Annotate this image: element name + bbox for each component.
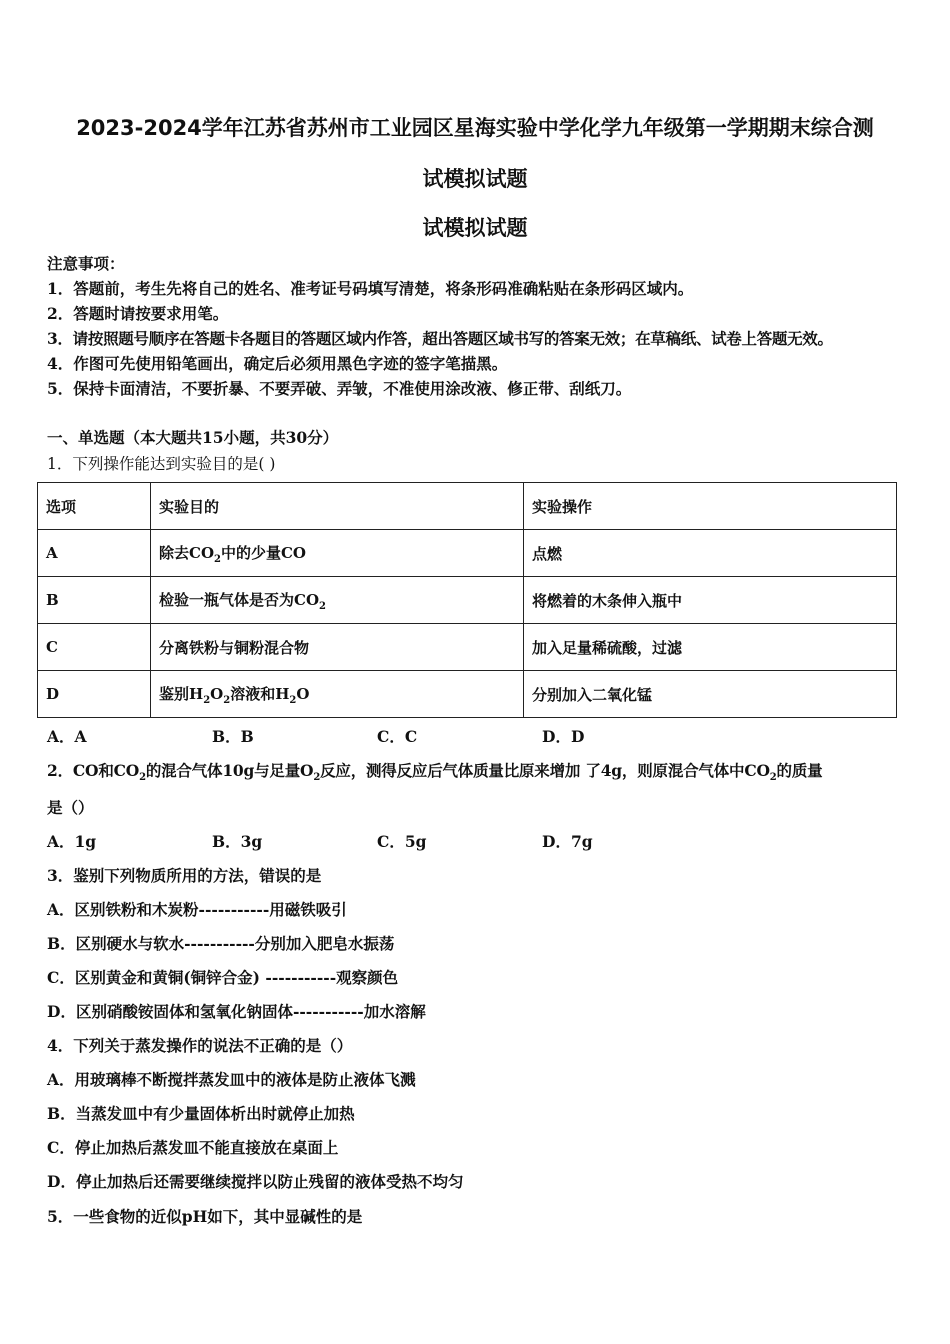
question-1-table xyxy=(37,482,897,718)
question-1-option-a: A．A xyxy=(47,727,87,746)
table-row xyxy=(38,577,897,624)
notice-item: 1．答题前，考生先将自己的姓名、准考证号码填写清楚，将条形码准确粘贴在条形码区域内。 xyxy=(47,279,694,298)
table-row xyxy=(38,624,897,671)
row-key: B xyxy=(38,577,151,624)
question-3-stem: 3．鉴别下列物质所用的方法，错误的是 xyxy=(47,866,322,885)
document-title-line2: 试模拟试题 xyxy=(422,167,528,191)
row-purpose: 分离铁粉与铜粉混合物 xyxy=(151,624,524,671)
question-4-option: C．停止加热后蒸发皿不能直接放在桌面上 xyxy=(47,1138,339,1157)
document-title-line3: 试模拟试题 xyxy=(422,216,528,240)
question-1-option-b: B．B xyxy=(212,727,254,746)
question-2-option-b: B．3g xyxy=(212,832,263,851)
notice-item: 2．答题时请按要求用笔。 xyxy=(47,304,229,323)
row-purpose: 鉴别$H_2O_2$溶液和$H_2O$ xyxy=(151,671,524,718)
notice-heading: 注意事项： xyxy=(47,254,125,273)
question-4-option: D．停止加热后还需要继续搅拌以防止残留的液体受热不均匀 xyxy=(47,1172,464,1191)
notice-item: 3．请按照题号顺序在答题卡各题目的答题区域内作答，超出答题区域书写的答案无效；在草稿纸、试卷上答题无效。 xyxy=(47,329,833,348)
document-title-line1: 2023-2024学年江苏省苏州市工业园区星海实验中学化学九年级第一学期期末综合测 xyxy=(76,116,874,140)
question-1-option-d: D．D xyxy=(542,727,585,746)
header-operation: 实验操作 xyxy=(524,483,897,530)
question-1-option-c: C．C xyxy=(377,727,418,746)
question-2-stem: 2．CO和$CO_2$的混合气体10g与足量$O_2$反应，测得反应后气体质量比原来增加 了4g，则原混合气体中$CO_2$的质量 xyxy=(47,761,823,784)
notice-item: 5．保持卡面清洁，不要折暴、不要弄破、弄皱，不准使用涂改液、修正带、刮纸刀。 xyxy=(47,379,632,398)
row-operation: 点燃 xyxy=(524,530,897,577)
row-operation: 将燃着的木条伸入瓶中 xyxy=(524,577,897,624)
row-key: A xyxy=(38,530,151,577)
question-2-stem-cont: 是（） xyxy=(47,798,94,817)
question-3-option: B．区别硬水与软水-----------分别加入肥皂水振荡 xyxy=(47,934,395,953)
question-2-option-d: D．7g xyxy=(542,832,593,851)
table-row xyxy=(38,530,897,577)
question-4-stem: 4．下列关于蒸发操作的说法不正确的是（） xyxy=(47,1036,353,1055)
question-3-option: A．区别铁粉和木炭粉-----------用磁铁吸引 xyxy=(47,900,347,919)
row-key: D xyxy=(38,671,151,718)
question-2-option-c: C．5g xyxy=(377,832,427,851)
row-purpose: 检验一瓶气体是否为$CO_2$ xyxy=(151,577,524,624)
row-purpose: 除去$CO_2$中的少量CO xyxy=(151,530,524,577)
question-4-option: B．当蒸发皿中有少量固体析出时就停止加热 xyxy=(47,1104,355,1123)
notice-item: 4．作图可先使用铅笔画出，确定后必须用黑色字迹的签字笔描黑。 xyxy=(47,354,508,373)
section-heading: 一、单选题（本大题共15小题，共30分） xyxy=(47,428,339,447)
header-option: 选项 xyxy=(38,483,151,530)
question-3-option: D．区别硝酸铵固体和氢氧化钠固体-----------加水溶解 xyxy=(47,1002,426,1021)
question-1-stem: 1．下列操作能达到实验目的是( ) xyxy=(47,455,276,473)
table-header-row xyxy=(38,483,897,530)
question-3-option: C．区别黄金和黄铜(铜锌合金) -----------观察颜色 xyxy=(47,968,399,987)
row-operation: 加入足量稀硫酸，过滤 xyxy=(524,624,897,671)
question-5-stem: 5．一些食物的近似pH如下，其中显碱性的是 xyxy=(47,1207,363,1226)
table-row xyxy=(38,671,897,718)
row-operation: 分别加入二氧化锰 xyxy=(524,671,897,718)
row-key: C xyxy=(38,624,151,671)
header-purpose: 实验目的 xyxy=(151,483,524,530)
question-4-option: A．用玻璃棒不断搅拌蒸发皿中的液体是防止液体飞溅 xyxy=(47,1070,416,1089)
question-2-option-a: A．1g xyxy=(47,832,97,851)
